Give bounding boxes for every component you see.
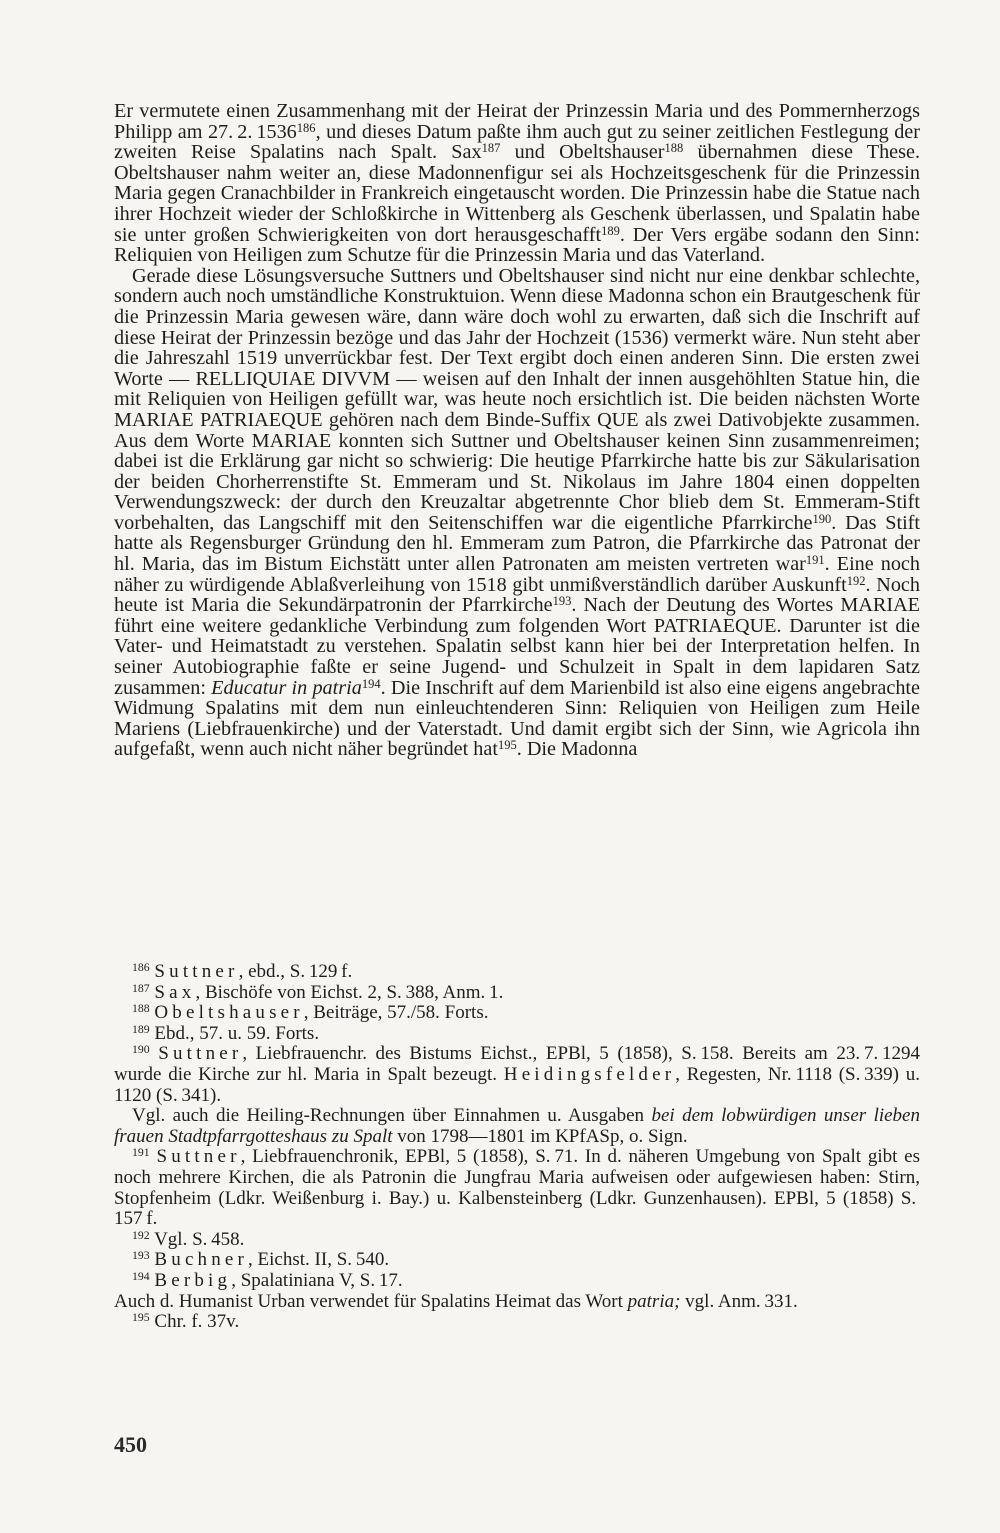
footnote-190 bbox=[114, 1044, 920, 1106]
footnote-ref-188[interactable]: 188 bbox=[664, 140, 684, 155]
footnote-ref-186[interactable]: 186 bbox=[296, 120, 316, 135]
footnote-author: Obeltshauser bbox=[154, 1002, 304, 1024]
footnote-number: 186 bbox=[132, 961, 150, 975]
footnote-189 bbox=[114, 1024, 920, 1045]
footnote-ref-189[interactable]: 189 bbox=[601, 223, 620, 238]
footnote-text: , Eichst. II, S. 540. bbox=[248, 1249, 390, 1271]
footnote-193 bbox=[114, 1250, 920, 1271]
page-number: 450 bbox=[114, 1432, 147, 1457]
footnote-192 bbox=[114, 1230, 920, 1251]
text-run: . Die Inschrift auf dem Marienbild ist also eine eigens angebrachte Widmung Spalatins mit dem nun einleuchtenderen Sinn: Reliquien von Heiligen zum Heile Mariens (Liebfrauenkirche) und der Vaterstadt. Und damit ergibt sich der Sinn, wie Agricola ihn aufgefaßt, wenn auch nicht näher begründet hat bbox=[114, 676, 920, 761]
footnote-ref-191[interactable]: 191 bbox=[805, 552, 825, 567]
footnote-text: , Liebfrauenchr. des Bistums Eichst., EPBl, 5 (1858), S. 158. Bereits am 23. 7. 1294 wurde die Kirche zur hl. Maria in Spalt bezeugt. bbox=[114, 1043, 921, 1085]
footnote-194-continuation bbox=[114, 1292, 920, 1313]
footnote-187 bbox=[114, 983, 920, 1004]
footnote-text: Vgl. S. 458. bbox=[149, 1228, 245, 1250]
footnote-text: , Beiträge, 57./58. Forts. bbox=[303, 1002, 489, 1024]
footnote-188 bbox=[114, 1003, 920, 1024]
footnote-186 bbox=[114, 962, 920, 983]
footnote-ref-187[interactable]: 187 bbox=[481, 140, 501, 155]
footnote-number: 195 bbox=[132, 1311, 150, 1325]
footnote-number: 189 bbox=[132, 1022, 150, 1036]
text-run: Gerade diese Lösungsversuche Suttners und Obeltshauser sind nicht nur eine denkbar schlechte, sondern auch noch umständliche Konstruktuion. Wenn diese Madonna schon ein Brautgeschenk für die Prinzessin Maria gewesen wäre, dann wäre doch wohl zu erwarten, daß sich die Inschrift auf diese Heirat der Prinzessin bezöge und das Jahr der Hochzeit (1536) vermerkt wäre. Nun steht aber die Jahreszahl 1519 unverrückbar fest. Der Text ergibt doch einen anderen Sinn. Die ersten zwei Worte — RELLIQUIAE DIVVM — weisen auf den Inhalt der innen ausgehöhlten Statue hin, die mit Reliquien von Heiligen gefüllt war, was heute noch ersichtlich ist. Die beiden nächsten Worte MARIAE PATRIAEQUE gehören nach dem Binde-Suffix QUE als zwei Dativobjekte zusammen. Aus dem Worte MARIAE konnten sich Suttner und Obeltshauser keinen Sinn zusammenreimen; dabei ist die Erklärung gar nicht so schwierig: Die heutige Pfarrkirche hatte bis zur Säkularisation der beiden Chorherrenstifte St. Emmeram und St. Nikolaus im Jahre 1804 einen doppelten Verwendungszweck: der durch den Kreuzaltar abgetrennte Chor blieb dem St. Emmeram-Stift vorbehalten, das Langschiff mit den Seitenschiffen war die eigentliche Pfarrkirche bbox=[114, 264, 920, 534]
footnote-text: vgl. Anm. 331. bbox=[680, 1290, 798, 1312]
text-run: , und dieses Datum paßte ihm auch gut zu seiner zeitlichen Festlegung der zweiten Reise Spalatins nach Spalt. Sax bbox=[114, 120, 920, 164]
text-run: . Nach der Deutung des Wortes MARIAE führt eine weitere gedankliche Verbindung zum folgenden Wort PATRIAEQUE. Darunter ist die Vater- und Heimatstadt zu verstehen. Spalatin selbst kann hier bei der Interpretation helfen. In seiner Autobiographie faßte er seine Jugend- und Schulzeit in Spalt in dem lapidaren Satz zusammen: bbox=[114, 594, 920, 699]
footnote-author: Heidingsfelder bbox=[503, 1063, 676, 1085]
footnote-author: Berbig bbox=[154, 1269, 232, 1291]
text-run: . Die Madonna bbox=[516, 738, 638, 761]
text-run: . Eine noch näher zu würdigende Ablaßverleihung von 1518 gibt unmißverständlich darüber Auskunft bbox=[114, 553, 920, 596]
footnote-ref-193[interactable]: 193 bbox=[552, 594, 572, 608]
footnote-text: Chr. f. 37v. bbox=[149, 1311, 240, 1333]
text-run: . Das Stift hatte als Regensburger Gründung den hl. Emmeram zum Patron, die Pfarrkirche das Patronat der hl. Maria, das im Bistum Eichstätt unter allen Patronaten am meisten vertreten war bbox=[114, 511, 921, 576]
footnote-text: , ebd., S. 129 f. bbox=[238, 961, 353, 982]
footnote-number: 193 bbox=[132, 1249, 150, 1263]
paragraph-2 bbox=[114, 266, 920, 760]
footnote-text: Auch d. Humanist Urban verwendet für Spalatins Heimat das Wort bbox=[114, 1290, 628, 1312]
body-text bbox=[114, 101, 920, 760]
footnote-ref-192[interactable]: 192 bbox=[846, 573, 866, 588]
footnote-text: , Bischöfe von Eichst. 2, S. 388, Anm. 1. bbox=[195, 981, 504, 1003]
footnote-text: , Spalatiniana V, S. 17. bbox=[231, 1269, 403, 1291]
footnote-ref-190[interactable]: 190 bbox=[812, 511, 832, 526]
footnote-author: Suttner bbox=[158, 1043, 243, 1065]
footnote-number: 194 bbox=[132, 1270, 150, 1284]
footnote-author: Buchner bbox=[154, 1249, 249, 1271]
footnotes bbox=[114, 962, 920, 1333]
text-run: übernahmen diese These. Obeltshauser nahm weiter an, diese Madonnenfigur sei als Hochzeitsgeschenk für die Prinzessin Maria gegen Cranachbilder in Frankreich eingetauscht worden. Die Prinzessin habe die Statue nach ihrer Hochzeit wieder der Schloßkirche in Wittenberg als Geschenk überlassen, und Spalatin habe sie unter großen Schwierigkeiten von dort herausgeschafft bbox=[114, 141, 920, 246]
footnote-number: 190 bbox=[132, 1043, 150, 1057]
footnote-italic: patria; bbox=[627, 1290, 681, 1312]
footnote-text: Ebd., 57. u. 59. Forts. bbox=[149, 1022, 320, 1044]
latin-quote: Educatur in patria bbox=[211, 676, 362, 699]
footnote-190-continuation bbox=[114, 1106, 920, 1147]
footnote-italic: bei dem lobwürdigen unser lieben frauen Stadtpfarrgotteshaus zu Spalt bbox=[114, 1105, 920, 1147]
footnote-author: Suttner bbox=[156, 1146, 241, 1168]
footnote-191 bbox=[114, 1147, 920, 1229]
text-run: und Obeltshauser bbox=[500, 141, 665, 164]
footnote-text: , Liebfrauenchronik, EPBl, 5 (1858), S. 71. In d. näheren Umgebung von Spalt gibt es noch mehrere Kirchen, die als Patronin die Jungfrau Maria aufweisen oder aufgewiesen haben: Stirn, Stopfenheim (Ldkr. Weißenburg i. Bay.) u. Kalbensteinberg (Ldkr. Gunzenhausen). EPBl, 5 (1858) S. 157 f. bbox=[114, 1146, 921, 1230]
footnote-text: Vgl. auch die Heiling-Rechnungen über Einnahmen u. Ausgaben bbox=[132, 1105, 652, 1127]
text-run: . Noch heute ist Maria die Sekundärpatronin der Pfarrkirche bbox=[114, 573, 920, 617]
footnote-194 bbox=[114, 1271, 920, 1292]
text-run: . Der Vers ergäbe sodann den Sinn: Reliquien von Heiligen zum Schutze für die Prinzessin Maria und das Vaterland. bbox=[114, 223, 920, 267]
footnote-number: 192 bbox=[132, 1228, 150, 1242]
footnote-number: 191 bbox=[132, 1146, 150, 1160]
paragraph-1 bbox=[114, 101, 920, 266]
footnote-author: Suttner bbox=[154, 961, 239, 982]
footnote-195 bbox=[114, 1312, 920, 1333]
text-run: Er vermutete einen Zusammenhang mit der Heirat der Prinzessin Maria und des Pommernherzogs Philipp am 27. 2. 1536 bbox=[114, 100, 920, 143]
footnote-number: 187 bbox=[132, 981, 150, 995]
footnote-text: von 1798—1801 im KPfASp, o. Sign. bbox=[392, 1125, 688, 1147]
footnote-text: , Regesten, Nr. 1118 (S. 339) u. 1120 (S. 341). bbox=[114, 1063, 920, 1106]
footnote-number: 188 bbox=[132, 1002, 150, 1016]
footnote-author: Sax bbox=[154, 981, 196, 1003]
footnote-ref-195[interactable]: 195 bbox=[497, 738, 517, 753]
footnote-ref-194[interactable]: 194 bbox=[361, 676, 381, 691]
